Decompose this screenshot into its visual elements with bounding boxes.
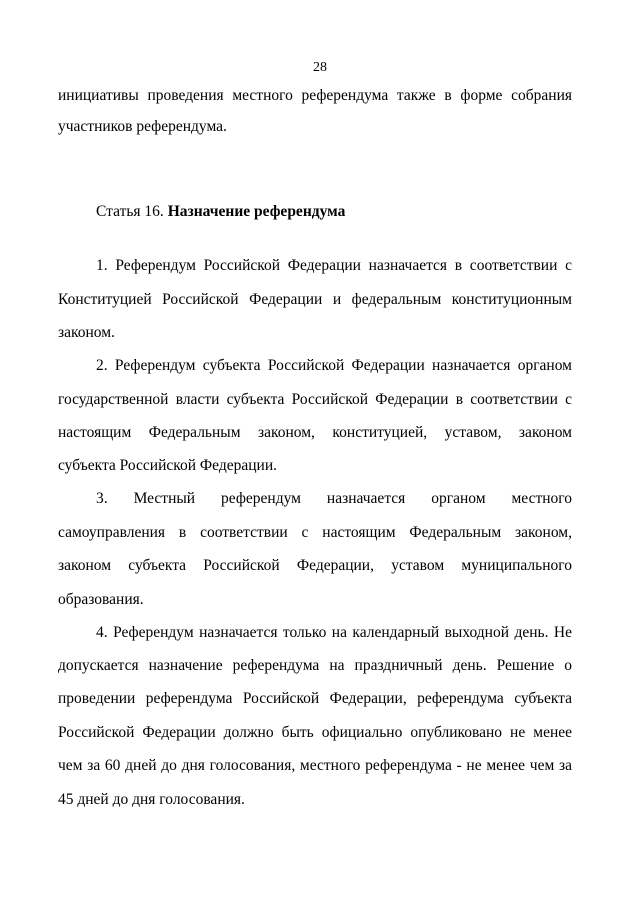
paragraph-line: субъекта Российской Федерации. — [58, 457, 277, 474]
paragraph-line: 45 дней до дня голосования. — [58, 791, 245, 808]
paragraph-line: проведении референдума Российской Федерации, референдума субъекта — [58, 690, 572, 707]
paragraph-line: Конституцией Российской Федерации и федеральным конституционным — [58, 291, 572, 308]
article-label: Статья 16. — [96, 203, 164, 220]
paragraph-line: 2. Референдум субъекта Российской Федерации назначается органом — [96, 357, 572, 374]
paragraph-line: Российской Федерации должно быть официально опубликовано не менее — [58, 724, 572, 741]
paragraph-line: 1. Референдум Российской Федерации назначается в соответствии с — [96, 257, 572, 274]
paragraph-line: 4. Референдум назначается только на календарный выходной день. Не — [96, 624, 572, 641]
article-title: Назначение референдума — [167, 203, 346, 220]
paragraph-line: участников референдума. — [58, 118, 227, 135]
page-number: 28 — [313, 60, 327, 75]
paragraph-line: допускается назначение референдума на праздничный день. Решение о — [58, 657, 572, 674]
paragraph-line: законом субъекта Российской Федерации, уставом муниципального — [58, 557, 572, 574]
paragraph-line: чем за 60 дней до дня голосования, местного референдума - не менее чем за — [58, 757, 572, 774]
paragraph-line: настоящим Федеральным законом, конституцией, уставом, законом — [58, 424, 572, 441]
paragraph-line: государственной власти субъекта Российской Федерации в соответствии с — [58, 391, 572, 408]
paragraph-line: образования. — [58, 591, 144, 608]
article-heading — [96, 202, 572, 222]
paragraph-line: 3. Местный референдум назначается органом местного — [96, 490, 572, 507]
paragraph-line: законом. — [58, 324, 115, 341]
paragraph-line: самоуправления в соответствии с настоящим Федеральным законом, — [58, 524, 572, 541]
paragraph-line: инициативы проведения местного референдума также в форме собрания — [58, 87, 572, 104]
